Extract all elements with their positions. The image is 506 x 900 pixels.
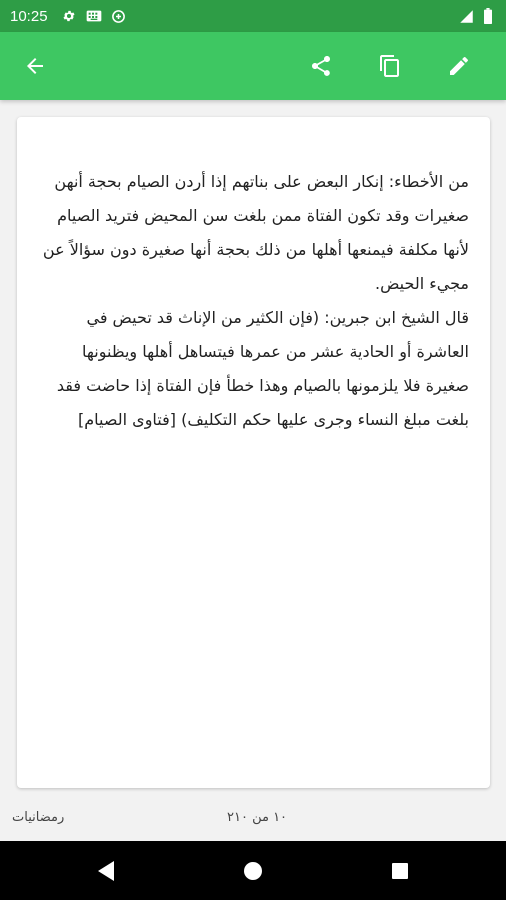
copy-icon[interactable] [370,46,410,86]
status-left [10,8,127,25]
nav-home-icon[interactable] [241,859,265,883]
app-bar [0,32,506,100]
nav-recents-icon[interactable] [388,859,412,883]
article-text [39,165,469,437]
paragraph-1: من الأخطاء: إنكار البعض على بناتهم إذا أردن الصيام بحجة أنهن صغيرات وقد تكون الفتاة ممن بلغت سن المحيض فتريد الصيام لأنها مكلفة فيمنعها أهلها من ذلك بحجة أنها صغيرة دون سؤالاً عن مجيء الحيض. [42,172,469,293]
content-card [17,117,490,788]
nav-back-icon[interactable] [94,859,118,883]
status-time: 10:25 [10,7,48,25]
status-right [458,8,496,24]
paragraph-2: قال الشيخ ابن جبرين: (فإن الكثير من الإناث قد تحيض في العاشرة أو الحادية عشر من عمرها فيتساهل أهلها ويظنونها صغيرة فلا يلزمونها بالصيام وهذا خطأ فإن الفتاة إذا حاضت فقد بلغت مبلغ النساء وجرى عليها حكم التكليف) [فتاوى الصيام] [56,308,469,429]
share-icon[interactable] [301,46,341,86]
edit-pencil-icon[interactable] [439,46,479,86]
keyboard-icon [86,8,102,24]
data-saver-icon [111,8,127,24]
page-counter: ١٠ من ٢١٠ [227,810,288,825]
gear-icon [61,8,77,24]
signal-icon [458,8,474,24]
system-nav-bar [0,841,506,900]
section-title: رمضانيات [12,810,65,825]
footer [0,800,506,840]
status-bar [0,0,506,32]
back-arrow-icon[interactable] [15,46,55,86]
battery-icon [480,8,496,24]
